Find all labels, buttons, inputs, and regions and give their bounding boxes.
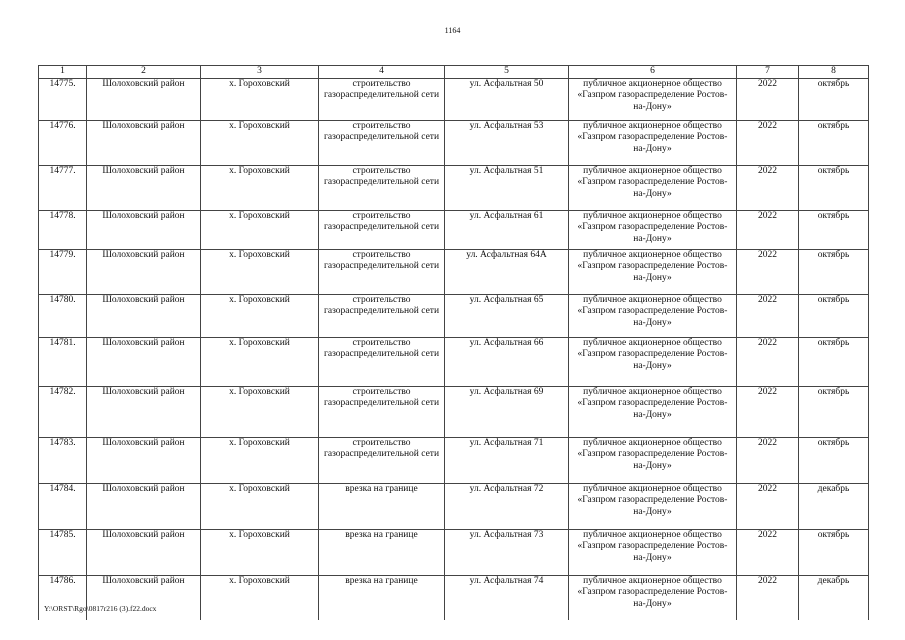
month-cell: декабрь — [799, 483, 869, 529]
row-number: 14776. — [39, 120, 87, 165]
year-cell: 2022 — [737, 294, 799, 337]
settlement-cell: х. Гороховский — [201, 437, 319, 483]
month-cell: октябрь — [799, 78, 869, 120]
year-cell: 2022 — [737, 529, 799, 575]
organization-cell: публичное акционерное общество «Газпром газораспределение Ростов-на-Дону» — [569, 165, 737, 210]
month-cell: октябрь — [799, 249, 869, 294]
column-header: 6 — [569, 66, 737, 79]
district-cell: Шолоховский район — [87, 575, 201, 620]
month-cell: октябрь — [799, 386, 869, 437]
table-row — [39, 294, 869, 337]
organization-cell: публичное акционерное общество «Газпром газораспределение Ростов-на-Дону» — [569, 437, 737, 483]
address-cell: ул. Асфальтная 69 — [445, 386, 569, 437]
district-cell: Шолоховский район — [87, 120, 201, 165]
address-cell: ул. Асфальтная 71 — [445, 437, 569, 483]
row-number: 14782. — [39, 386, 87, 437]
table-row — [39, 483, 869, 529]
month-cell: октябрь — [799, 165, 869, 210]
work-type-cell: строительство газораспределительной сети — [319, 337, 445, 386]
table-row — [39, 78, 869, 120]
column-header: 7 — [737, 66, 799, 79]
table-row — [39, 529, 869, 575]
year-cell: 2022 — [737, 337, 799, 386]
organization-cell: публичное акционерное общество «Газпром газораспределение Ростов-на-Дону» — [569, 337, 737, 386]
district-cell: Шолоховский район — [87, 165, 201, 210]
column-header: 8 — [799, 66, 869, 79]
row-number: 14777. — [39, 165, 87, 210]
column-header: 2 — [87, 66, 201, 79]
address-cell: ул. Асфальтная 74 — [445, 575, 569, 620]
month-cell: октябрь — [799, 210, 869, 249]
table-row — [39, 437, 869, 483]
organization-cell: публичное акционерное общество «Газпром газораспределение Ростов-на-Дону» — [569, 386, 737, 437]
work-type-cell: строительство газораспределительной сети — [319, 120, 445, 165]
month-cell: октябрь — [799, 437, 869, 483]
work-type-cell: строительство газораспределительной сети — [319, 78, 445, 120]
settlement-cell: х. Гороховский — [201, 165, 319, 210]
district-cell: Шолоховский район — [87, 437, 201, 483]
address-cell: ул. Асфальтная 65 — [445, 294, 569, 337]
month-cell: октябрь — [799, 337, 869, 386]
column-header: 5 — [445, 66, 569, 79]
year-cell: 2022 — [737, 210, 799, 249]
work-type-cell: врезка на границе — [319, 529, 445, 575]
organization-cell: публичное акционерное общество «Газпром газораспределение Ростов-на-Дону» — [569, 210, 737, 249]
organization-cell: публичное акционерное общество «Газпром газораспределение Ростов-на-Дону» — [569, 120, 737, 165]
settlement-cell: х. Гороховский — [201, 337, 319, 386]
row-number: 14783. — [39, 437, 87, 483]
address-cell: ул. Асфальтная 50 — [445, 78, 569, 120]
column-header: 1 — [39, 66, 87, 79]
month-cell: октябрь — [799, 529, 869, 575]
address-cell: ул. Асфальтная 51 — [445, 165, 569, 210]
organization-cell: публичное акционерное общество «Газпром газораспределение Ростов-на-Дону» — [569, 575, 737, 620]
organization-cell: публичное акционерное общество «Газпром газораспределение Ростов-на-Дону» — [569, 483, 737, 529]
address-cell: ул. Асфальтная 53 — [445, 120, 569, 165]
year-cell: 2022 — [737, 575, 799, 620]
district-cell: Шолоховский район — [87, 210, 201, 249]
column-header: 4 — [319, 66, 445, 79]
year-cell: 2022 — [737, 386, 799, 437]
organization-cell: публичное акционерное общество «Газпром газораспределение Ростов-на-Дону» — [569, 249, 737, 294]
work-type-cell: строительство газораспределительной сети — [319, 165, 445, 210]
year-cell: 2022 — [737, 165, 799, 210]
settlement-cell: х. Гороховский — [201, 529, 319, 575]
work-type-cell: строительство газораспределительной сети — [319, 249, 445, 294]
district-cell: Шолоховский район — [87, 386, 201, 437]
work-type-cell: врезка на границе — [319, 575, 445, 620]
district-cell: Шолоховский район — [87, 337, 201, 386]
work-type-cell: строительство газораспределительной сети — [319, 294, 445, 337]
work-type-cell: строительство газораспределительной сети — [319, 210, 445, 249]
settlement-cell: х. Гороховский — [201, 78, 319, 120]
settlement-cell: х. Гороховский — [201, 386, 319, 437]
organization-cell: публичное акционерное общество «Газпром газораспределение Ростов-на-Дону» — [569, 529, 737, 575]
row-number: 14780. — [39, 294, 87, 337]
month-cell: октябрь — [799, 294, 869, 337]
work-type-cell: строительство газораспределительной сети — [319, 437, 445, 483]
district-cell: Шолоховский район — [87, 249, 201, 294]
address-cell: ул. Асфальтная 61 — [445, 210, 569, 249]
work-type-cell: строительство газораспределительной сети — [319, 386, 445, 437]
table-row — [39, 165, 869, 210]
address-cell: ул. Асфальтная 73 — [445, 529, 569, 575]
district-cell: Шолоховский район — [87, 78, 201, 120]
month-cell: декабрь — [799, 575, 869, 620]
settlement-cell: х. Гороховский — [201, 120, 319, 165]
table-row — [39, 575, 869, 620]
table-row — [39, 210, 869, 249]
table-row — [39, 249, 869, 294]
row-number: 14779. — [39, 249, 87, 294]
page-number: 1164 — [444, 26, 461, 35]
district-cell: Шолоховский район — [87, 294, 201, 337]
address-cell: ул. Асфальтная 64А — [445, 249, 569, 294]
year-cell: 2022 — [737, 483, 799, 529]
table-row — [39, 120, 869, 165]
table-row — [39, 337, 869, 386]
settlement-cell: х. Гороховский — [201, 210, 319, 249]
organization-cell: публичное акционерное общество «Газпром газораспределение Ростов-на-Дону» — [569, 294, 737, 337]
row-number: 14786. — [39, 575, 87, 620]
schedule-table — [38, 65, 869, 620]
year-cell: 2022 — [737, 120, 799, 165]
year-cell: 2022 — [737, 78, 799, 120]
settlement-cell: х. Гороховский — [201, 575, 319, 620]
settlement-cell: х. Гороховский — [201, 249, 319, 294]
address-cell: ул. Асфальтная 72 — [445, 483, 569, 529]
district-cell: Шолоховский район — [87, 529, 201, 575]
column-header-row — [39, 66, 869, 79]
work-type-cell: врезка на границе — [319, 483, 445, 529]
settlement-cell: х. Гороховский — [201, 483, 319, 529]
district-cell: Шолоховский район — [87, 483, 201, 529]
row-number: 14775. — [39, 78, 87, 120]
row-number: 14778. — [39, 210, 87, 249]
month-cell: октябрь — [799, 120, 869, 165]
file-path-footer: Y:\ORST\Rgo\0817r216 (3).f22.docx — [44, 604, 157, 613]
year-cell: 2022 — [737, 437, 799, 483]
column-header: 3 — [201, 66, 319, 79]
row-number: 14784. — [39, 483, 87, 529]
organization-cell: публичное акционерное общество «Газпром газораспределение Ростов-на-Дону» — [569, 78, 737, 120]
table-row — [39, 386, 869, 437]
year-cell: 2022 — [737, 249, 799, 294]
row-number: 14785. — [39, 529, 87, 575]
row-number: 14781. — [39, 337, 87, 386]
settlement-cell: х. Гороховский — [201, 294, 319, 337]
address-cell: ул. Асфальтная 66 — [445, 337, 569, 386]
